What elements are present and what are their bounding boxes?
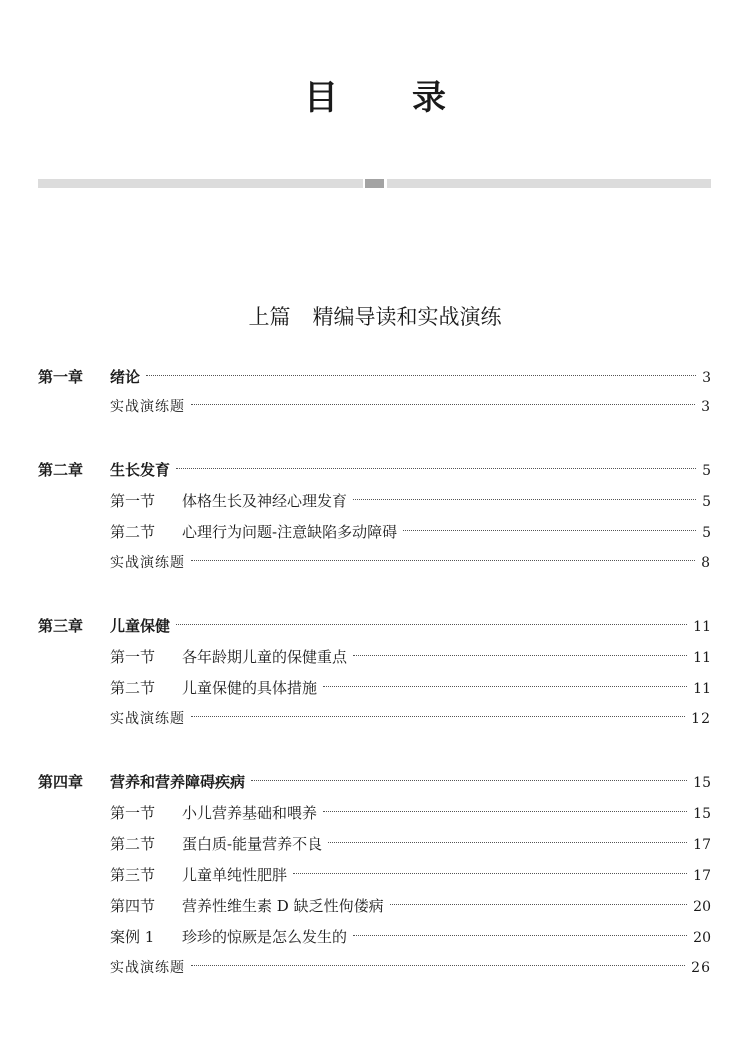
toc-entry-title: 营养性维生素 D 缺乏性佝偻病 <box>182 897 384 915</box>
toc-entry-page: 26 <box>691 960 711 976</box>
toc-entry-title: 珍珍的惊厥是怎么发生的 <box>182 928 348 946</box>
toc-entry-number: 第三章 <box>38 617 84 635</box>
toc-entry-exercise[interactable] <box>110 708 711 730</box>
toc-entry-section[interactable] <box>110 677 711 699</box>
toc-entry-section[interactable] <box>110 864 711 886</box>
toc-entry-chapter[interactable] <box>38 771 711 793</box>
toc-entry-title: 小儿营养基础和喂养 <box>182 804 318 822</box>
toc-entry-exercise[interactable] <box>110 396 711 418</box>
toc-entry-number: 第一节 <box>110 492 156 510</box>
dot-leader <box>353 655 687 656</box>
toc-entry-page: 5 <box>702 525 711 541</box>
dot-leader <box>293 873 687 874</box>
toc-entry-number: 第一章 <box>38 368 84 386</box>
toc-entry-page: 11 <box>693 619 711 635</box>
dot-leader <box>323 811 687 812</box>
toc-entry-title: 实战演练题 <box>110 711 185 727</box>
toc-entry-number: 第三节 <box>110 866 156 884</box>
toc-entry-page: 17 <box>693 837 711 853</box>
toc-entry-number: 第二节 <box>110 523 156 541</box>
dot-leader <box>251 780 687 781</box>
toc-entry-chapter[interactable] <box>38 615 711 637</box>
toc-entry-title: 生长发育 <box>110 461 171 479</box>
dot-leader <box>191 965 685 966</box>
toc-entry-title: 营养和营养障碍疾病 <box>110 773 246 791</box>
toc-entry-exercise[interactable] <box>110 552 711 574</box>
toc-entry-page: 15 <box>693 806 711 822</box>
toc-entry-page: 8 <box>701 555 711 571</box>
toc-entry-page: 20 <box>693 930 711 946</box>
toc-entry-page: 5 <box>702 494 711 510</box>
toc-entry-section[interactable] <box>110 895 711 917</box>
dot-leader <box>390 904 688 905</box>
dot-leader <box>176 624 687 625</box>
toc-entry-section[interactable] <box>110 646 711 668</box>
dot-leader <box>403 530 696 531</box>
toc-entry-page: 20 <box>693 899 711 915</box>
toc-entry-title: 心理行为问题-注意缺陷多动障碍 <box>182 523 398 541</box>
toc-entry-title: 体格生长及神经心理发育 <box>182 492 348 510</box>
part-label: 上篇 <box>248 305 291 329</box>
dot-leader <box>328 842 687 843</box>
toc-entry-title: 实战演练题 <box>110 960 185 976</box>
toc-entry-title: 儿童保健的具体措施 <box>182 679 318 697</box>
page-title-char-1: 目 <box>304 78 338 118</box>
toc-entry-title: 各年龄期儿童的保健重点 <box>182 648 348 666</box>
dot-leader <box>191 716 685 717</box>
toc-entry-title: 蛋白质-能量营养不良 <box>182 835 323 853</box>
dot-leader <box>146 375 696 376</box>
toc-entry-title: 儿童单纯性肥胖 <box>182 866 288 884</box>
toc-entry-page: 5 <box>702 463 711 479</box>
toc-entry-section[interactable] <box>110 926 711 948</box>
toc-entry-page: 12 <box>691 711 711 727</box>
toc-entry-chapter[interactable] <box>38 459 711 481</box>
page-title-char-2: 录 <box>412 78 446 118</box>
toc-entry-page: 15 <box>693 775 711 791</box>
toc-entry-page: 17 <box>693 868 711 884</box>
toc-entry-number: 第二节 <box>110 835 156 853</box>
toc-entry-page: 11 <box>693 650 711 666</box>
toc-entry-number: 案例 1 <box>110 928 155 946</box>
toc-entry-number: 第二节 <box>110 679 156 697</box>
dot-leader <box>176 468 696 469</box>
toc-entry-number: 第四节 <box>110 897 156 915</box>
toc-entry-chapter[interactable] <box>38 366 711 388</box>
toc-entry-section[interactable] <box>110 521 711 543</box>
dot-leader <box>191 560 695 561</box>
toc-entry-page: 3 <box>701 399 711 415</box>
toc-entry-title: 儿童保健 <box>110 617 171 635</box>
dot-leader <box>353 499 696 500</box>
dot-leader <box>353 935 687 936</box>
dot-leader <box>191 404 695 405</box>
toc-entry-number: 第二章 <box>38 461 84 479</box>
toc-entry-page: 11 <box>693 681 711 697</box>
toc-entry-number: 第四章 <box>38 773 84 791</box>
part-name: 精编导读和实战演练 <box>312 305 502 329</box>
toc-entry-title: 实战演练题 <box>110 399 185 415</box>
dot-leader <box>323 686 687 687</box>
toc-entry-exercise[interactable] <box>110 957 711 979</box>
toc-entry-page: 3 <box>702 370 711 386</box>
toc-entry-title: 绪论 <box>110 368 141 386</box>
toc-entry-section[interactable] <box>110 490 711 512</box>
toc-entry-section[interactable] <box>110 802 711 824</box>
toc-entry-title: 实战演练题 <box>110 555 185 571</box>
toc-entry-number: 第一节 <box>110 648 156 666</box>
toc-entry-section[interactable] <box>110 833 711 855</box>
toc-entry-number: 第一节 <box>110 804 156 822</box>
